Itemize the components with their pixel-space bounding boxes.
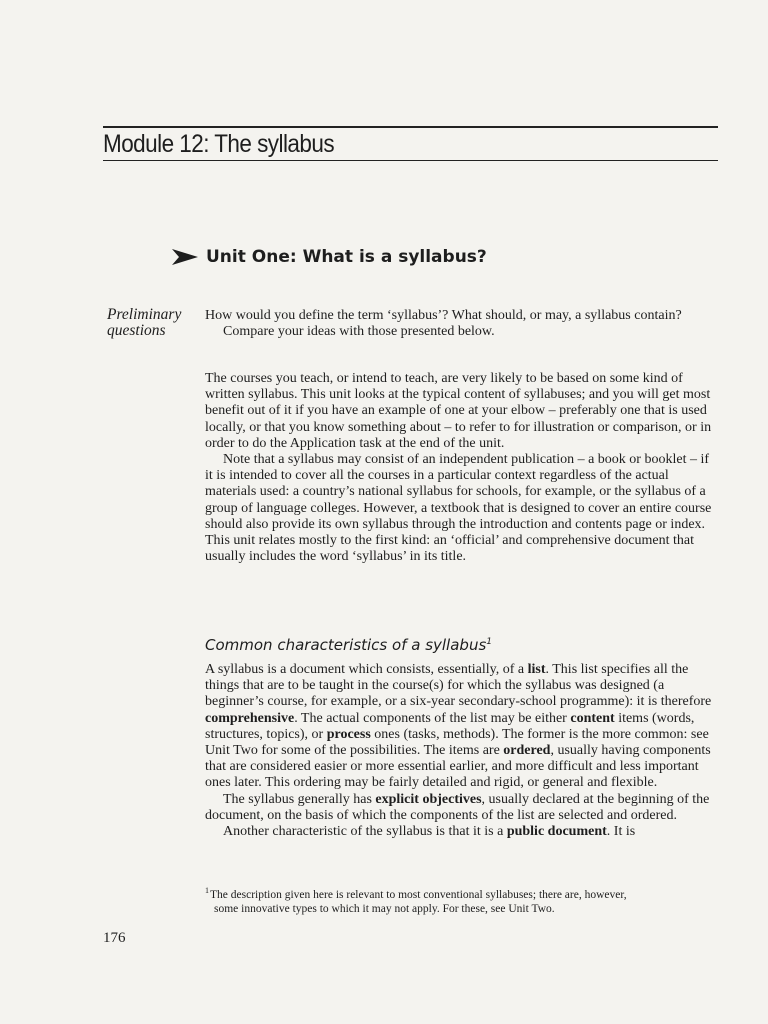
side-label — [107, 307, 181, 339]
footnote-line-2: some innovative types to which it may not apply. For these, see Unit Two. — [214, 902, 555, 915]
preliminary-instruction: Compare your ideas with those presented below. — [223, 324, 495, 340]
footnote-line-1: The description given here is relevant to most conventional syllabuses; there are, however, — [210, 888, 627, 901]
text-run: , usually having components that are considered easier or more essential earlier, and more difficult and less important ones later. This ordering may be fairly detailed and rigid, or general and flexible. — [205, 743, 711, 791]
title-rule-bottom — [103, 160, 718, 161]
title-rule-top — [103, 126, 718, 128]
text-run: , usually declared at the beginning of the document, on the basis of which the components of the list are selected and ordered. — [205, 791, 710, 823]
characteristics-text — [205, 662, 720, 840]
bold-term: explicit objectives — [375, 791, 482, 807]
preliminary-question: How would you define the term ‘syllabus’? What should, or may, a syllabus contain? — [205, 308, 682, 323]
text-run: items (words, structures, topics), or — [205, 710, 695, 742]
section-heading — [205, 636, 492, 654]
side-label-line1: Preliminary — [107, 306, 182, 323]
section-heading-text: Common characteristics of a syllabus — [205, 636, 487, 654]
preliminary-questions — [205, 308, 720, 340]
footnote — [205, 884, 720, 916]
unit-heading — [170, 247, 487, 267]
text-run: The syllabus generally has — [223, 791, 376, 807]
bold-term: public document — [506, 824, 607, 840]
bold-term: process — [326, 726, 371, 742]
text-run: . It is — [606, 824, 636, 840]
intro-paragraph-1: The courses you teach, or intend to teach, are very likely to be based on some kind of written syllabus. This unit looks at the typical content of syllabuses; and you will get most benefit out of it if you have an example of one at your elbow – preferably one that is used locally, or that you know something about – to refer to for illustration or comparison, or in order to do the Application task at the end of the unit. — [205, 371, 712, 451]
text-run: ones (tasks, methods). The former is the more common: see Unit Two for some of the possibilities. The items are — [205, 726, 709, 759]
page-number: 176 — [103, 930, 126, 946]
intro-text — [205, 371, 720, 565]
text-run: . The actual components of the list may be either — [294, 710, 571, 726]
bold-term: comprehensive — [205, 710, 295, 726]
footnote-reference: 1 — [486, 637, 492, 647]
module-title: Module 12: The syllabus — [103, 130, 335, 158]
characteristics-paragraph-2 — [205, 792, 720, 824]
bold-term: content — [570, 710, 615, 726]
characteristics-paragraph-1 — [205, 662, 720, 792]
bold-term: list — [527, 662, 546, 677]
side-label-line2: questions — [107, 322, 166, 339]
characteristics-paragraph-3 — [205, 824, 720, 840]
unit-heading-text: Unit One: What is a syllabus? — [206, 247, 487, 267]
text-run: . This list specifies all the things that are to be taught in the course(s) for which the syllabus was designed (a beginner’s course, for example, or a six-year secondary-school programme): it is therefore — [205, 662, 712, 710]
text-run: A syllabus is a document which consists, essentially, of a — [205, 662, 528, 677]
intro-paragraph-2: Note that a syllabus may consist of an independent publication – a book or booklet – if it is intended to cover all the courses in a particular context regardless of the actual materials used: a country’s national syllabus for schools, for example, or the syllabus of a group of language colleges. However, a textbook that is designed to cover an entire course should also provide its own syllabus through the introduction and contents page or index. This unit relates mostly to the first kind: an ‘official’ and comprehensive document that usually includes the word ‘syllabus’ in its title. — [205, 452, 712, 565]
footnote-mark: 1 — [205, 886, 209, 895]
arrow-pointer-icon — [170, 247, 200, 267]
bold-term: ordered — [503, 743, 551, 759]
text-run: Another characteristic of the syllabus is that it is a — [223, 824, 507, 840]
